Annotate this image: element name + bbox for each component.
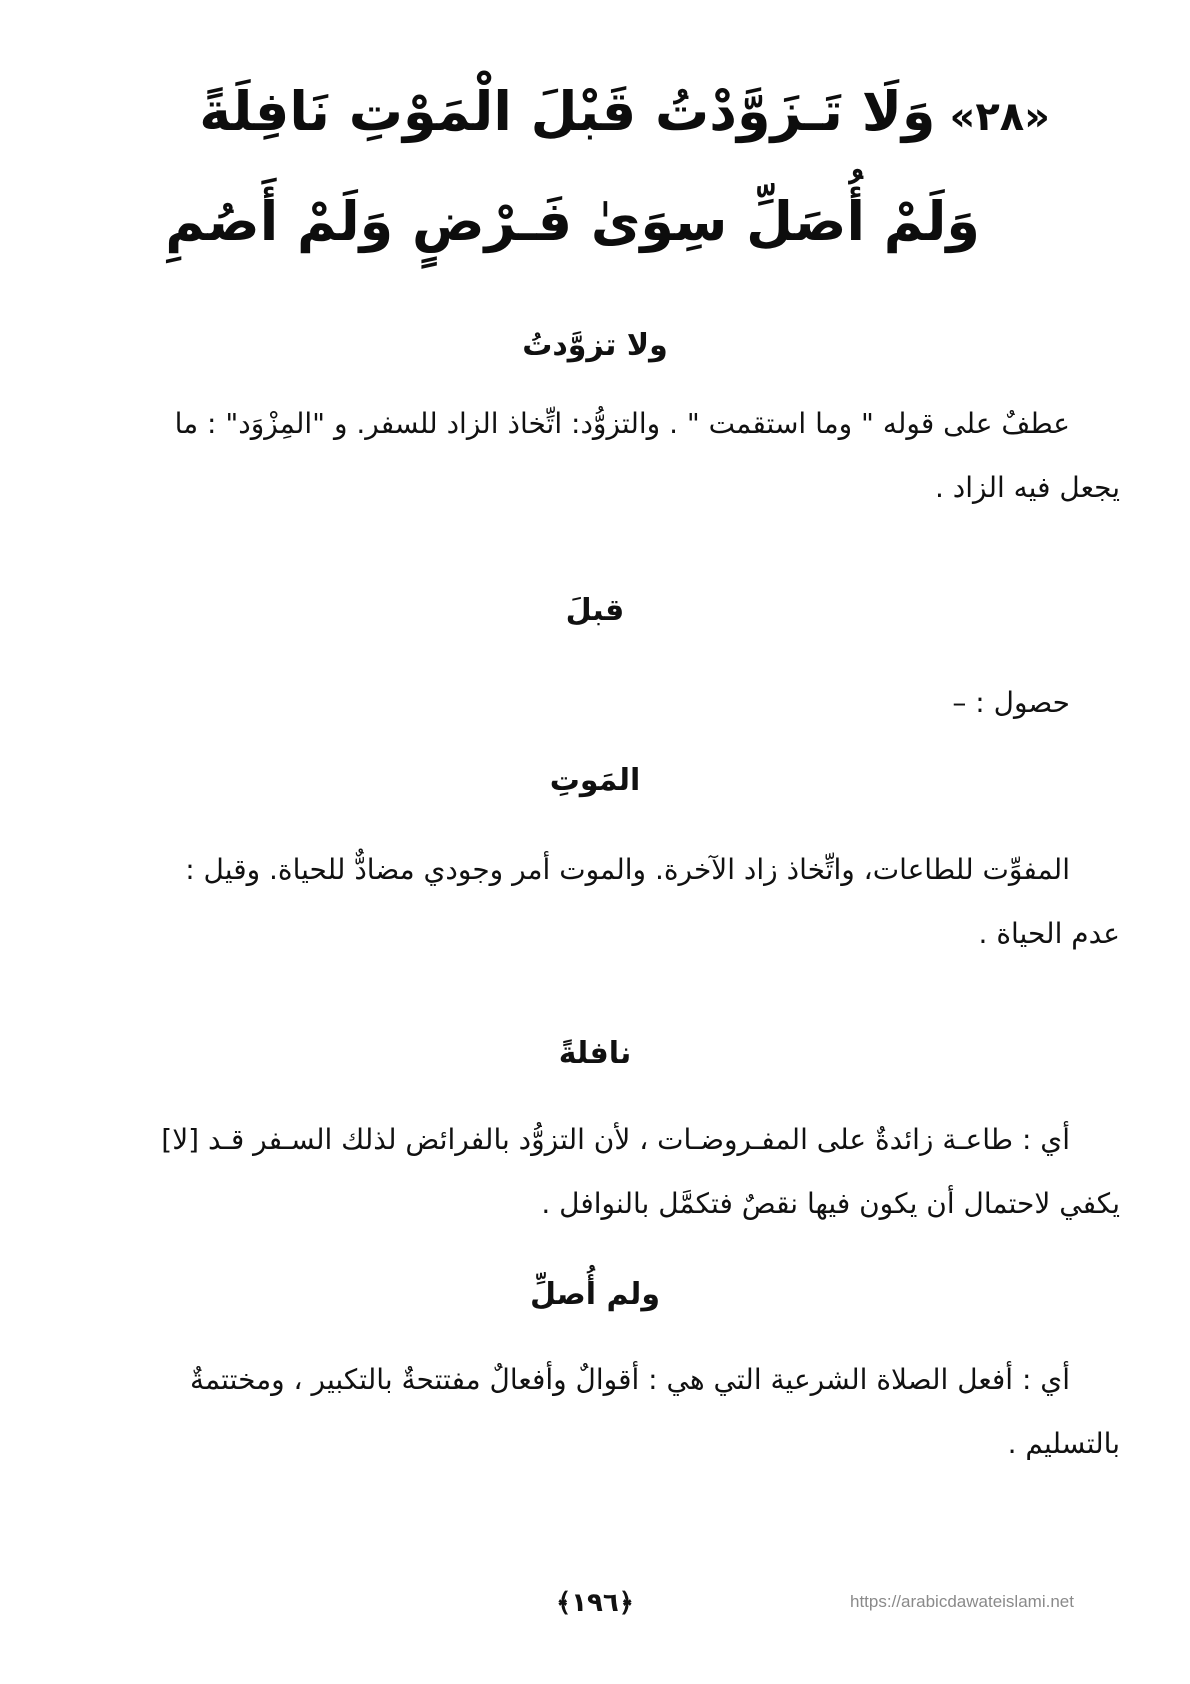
section-heading: ولا تزوَّدتُ: [522, 328, 668, 363]
paragraph-line: أي : أفعل الصلاة الشرعية التي هي : أقوالٌ وأفعالٌ مفتتحةٌ بالتكبير ، ومختتمةٌ: [189, 1363, 1070, 1396]
verse-line-2: وَلَمْ أُصَلِّ سِوَىٰ فَـرْضٍ وَلَمْ أَصُمِ: [165, 190, 980, 253]
section-paragraph: [70, 1348, 1120, 1476]
section-heading: المَوتِ: [549, 763, 641, 798]
verse-number: «٢٨»: [949, 94, 1050, 140]
page-number: ﴿١٩٦﴾: [555, 1588, 635, 1618]
poem-verse: [165, 70, 1050, 300]
section-paragraph: [70, 1108, 1120, 1236]
paragraph-line: عدم الحياة .: [978, 917, 1120, 950]
paragraph-line: بالتسليم .: [1007, 1427, 1120, 1460]
paragraph-line: حصول : –: [952, 686, 1070, 719]
paragraph-line: أي : طاعـة زائدةٌ على المفـروضـات ، لأن التزوُّد بالفرائض لذلك السـفر قـد [لا]: [161, 1123, 1070, 1156]
section-heading: نافلةً: [558, 1036, 632, 1071]
paragraph-line: عطفٌ على قوله " وما استقمت " . والتزوُّد: اتِّخاذ الزاد للسفر. و "المِزْوَد" : ما: [174, 407, 1070, 440]
watermark-url: https://arabicdawateislami.net: [850, 1592, 1074, 1611]
section-paragraph: [70, 671, 1120, 735]
verse-line-1: [199, 80, 1050, 143]
paragraph-line: يكفي لاحتمال أن يكون فيها نقصٌ فتكمَّل بالنوافل .: [541, 1187, 1120, 1220]
paragraph-line: يجعل فيه الزاد .: [934, 471, 1120, 504]
section-heading: ولم أُصلِّ: [530, 1277, 660, 1312]
section-paragraph: [70, 838, 1120, 966]
paragraph-line: المفوِّت للطاعات، واتِّخاذ زاد الآخرة. والموت أمر وجودي مضادٌّ للحياة. وقيل :: [185, 853, 1070, 886]
section-heading: قبلَ: [565, 593, 625, 628]
section-paragraph: [70, 392, 1120, 520]
verse-hemistich-1: وَلَا تَـزَوَّدْتُ قَبْلَ الْمَوْتِ نَافِلَةً: [199, 80, 936, 143]
